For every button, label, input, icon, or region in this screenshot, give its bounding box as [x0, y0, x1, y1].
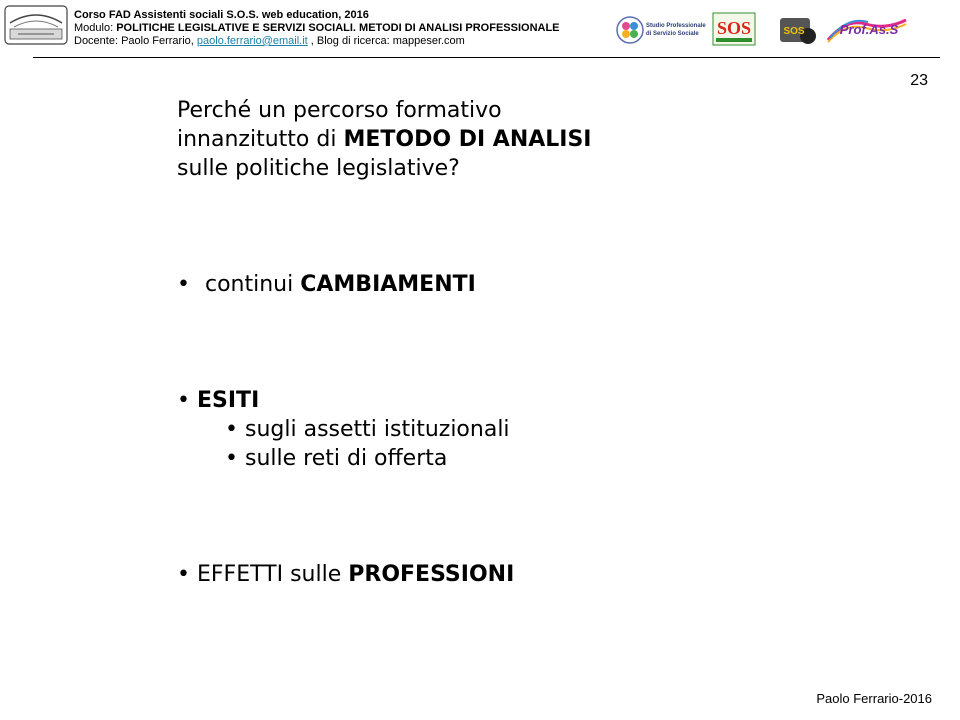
studio-logo-text-1: Studio Professionale	[646, 23, 706, 29]
bullet-icon: •	[177, 272, 190, 297]
bullet-cambiamenti: • continui CAMBIAMENTI	[177, 272, 476, 297]
teacher-line: Docente: Paolo Ferrario, paolo.ferrario@email.it , Blog di ricerca: mappeser.com	[74, 35, 465, 47]
slide-header	[0, 0, 960, 58]
sos-badge-text: SOS	[783, 26, 805, 37]
footer-author: Paolo Ferrario-2016	[816, 691, 932, 706]
title-line-2: innanzitutto di METODO DI ANALISI	[177, 127, 592, 152]
email-link[interactable]: paolo.ferrario@email.it	[196, 35, 308, 47]
sub-bullet-assetti: • sugli assetti istituzionali	[225, 417, 510, 442]
profass-logo-text: Prof.As.S	[839, 22, 899, 37]
bullet-icon: •	[177, 562, 190, 587]
sos-badge-logo-icon	[778, 14, 818, 46]
header-text	[74, 9, 614, 48]
page-number: 23	[910, 72, 928, 89]
bullet-effetti: • EFFETTI sulle PROFESSIONI	[177, 562, 515, 587]
title-line-3: sulle politiche legislative?	[177, 156, 460, 181]
sub-bullet-reti: • sulle reti di offerta	[225, 446, 448, 471]
course-title: Corso FAD Assistenti sociali S.O.S. web education, 2016	[74, 9, 369, 21]
header-divider	[33, 57, 940, 58]
bullet-icon: •	[177, 388, 190, 413]
sos-logo-icon	[712, 12, 756, 46]
studio-logo-text-2: di Servizio Sociale	[646, 31, 699, 37]
bullet-esiti: • ESITI	[177, 388, 260, 413]
module-line: Modulo: POLITICHE LEGISLATIVE E SERVIZI SOCIALI. METODI DI ANALISI PROFESSIONALE	[74, 22, 560, 34]
slide-content	[177, 96, 877, 183]
bullet-icon: •	[225, 417, 238, 442]
course-logo-icon	[4, 5, 68, 45]
studio-professionale-logo-icon	[616, 14, 706, 46]
title-line-1: Perché un percorso formativo	[177, 98, 502, 123]
profass-logo-icon	[826, 14, 908, 44]
sos-logo-text: SOS	[716, 18, 752, 38]
bullet-icon: •	[225, 446, 238, 471]
